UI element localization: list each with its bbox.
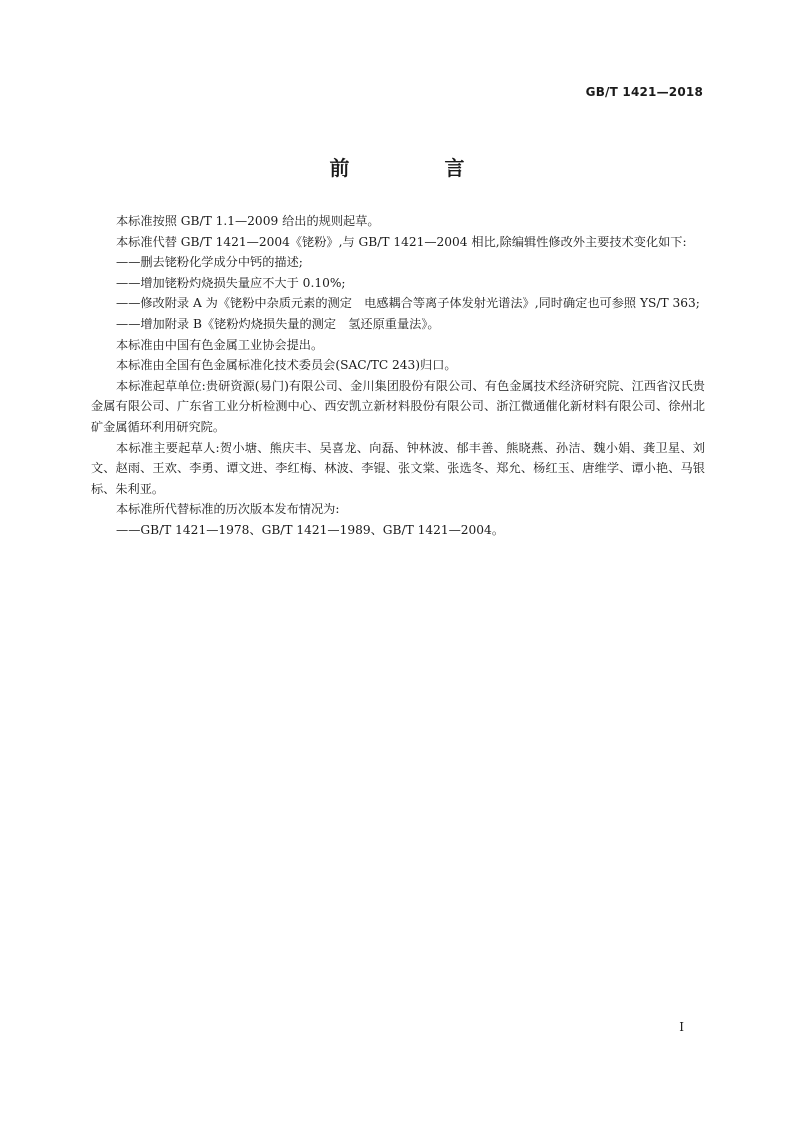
paragraph-administered-by: 本标准由全国有色金属标准化技术委员会(SAC/TC 243)归口。 [116,358,457,373]
history-item-text: GB/T 1421—1978、GB/T 1421—1989、GB/T 1421—2004。 [140,522,505,537]
list-item [91,273,705,294]
paragraph-drafting-units: 本标准起草单位:贵研资源(易门)有限公司、金川集团股份有限公司、有色金属技术经济研究院、江西省汉氏贵金属有限公司、广东省工业分析检测中心、西安凯立新材料股份有限公司、浙江微通催化新材料有限公司、徐州北矿金属循环利用研究院。 [91,378,705,434]
dash-marker: —— [116,316,141,331]
paragraph-replaces: 本标准代替 GB/T 1421—2004《铑粉》,与 GB/T 1421—2004 相比,除编辑性修改外主要技术变化如下: [116,234,687,249]
list-item [91,252,705,273]
dash-marker: —— [116,275,141,290]
page-number: I [679,1020,684,1034]
list-item [91,520,705,541]
paragraph-history: 本标准所代替标准的历次版本发布情况为: [116,502,340,517]
document-body [91,211,705,541]
dash-marker: —— [116,255,141,270]
list-item [91,314,705,335]
page-title: 前 言 [329,156,509,180]
list-item [91,293,705,314]
change-item-text: 增加铑粉灼烧损失量应不大于 0.10%; [140,275,346,290]
paragraph-drafting-rules: 本标准按照 GB/T 1.1—2009 给出的规则起草。 [116,214,380,228]
dash-marker: —— [116,522,141,537]
dash-marker: —— [116,296,141,311]
change-item-text: 删去铑粉化学成分中钙的描述; [140,255,303,270]
change-item-text: 增加附录 B《铑粉灼烧损失量的测定 氢还原重量法》。 [140,316,440,331]
change-item-text: 修改附录 A 为《铑粉中杂质元素的测定 电感耦合等离子体发射光谱法》,同时确定也可参照 YS/T 363; [140,296,700,311]
paragraph-proposed-by: 本标准由中国有色金属工业协会提出。 [116,337,324,352]
doc-code: GB/T 1421—2018 [585,85,703,99]
paragraph-drafters: 本标准主要起草人:贺小塘、熊庆丰、吴喜龙、向磊、钟林波、郁丰善、熊晓燕、孙洁、魏小娟、龚卫星、刘文、赵雨、王欢、李勇、谭文进、李红梅、林波、李锟、张文棠、张选冬、郑允、杨红玉、唐维学、谭小艳、马银标、朱利亚。 [91,440,705,496]
